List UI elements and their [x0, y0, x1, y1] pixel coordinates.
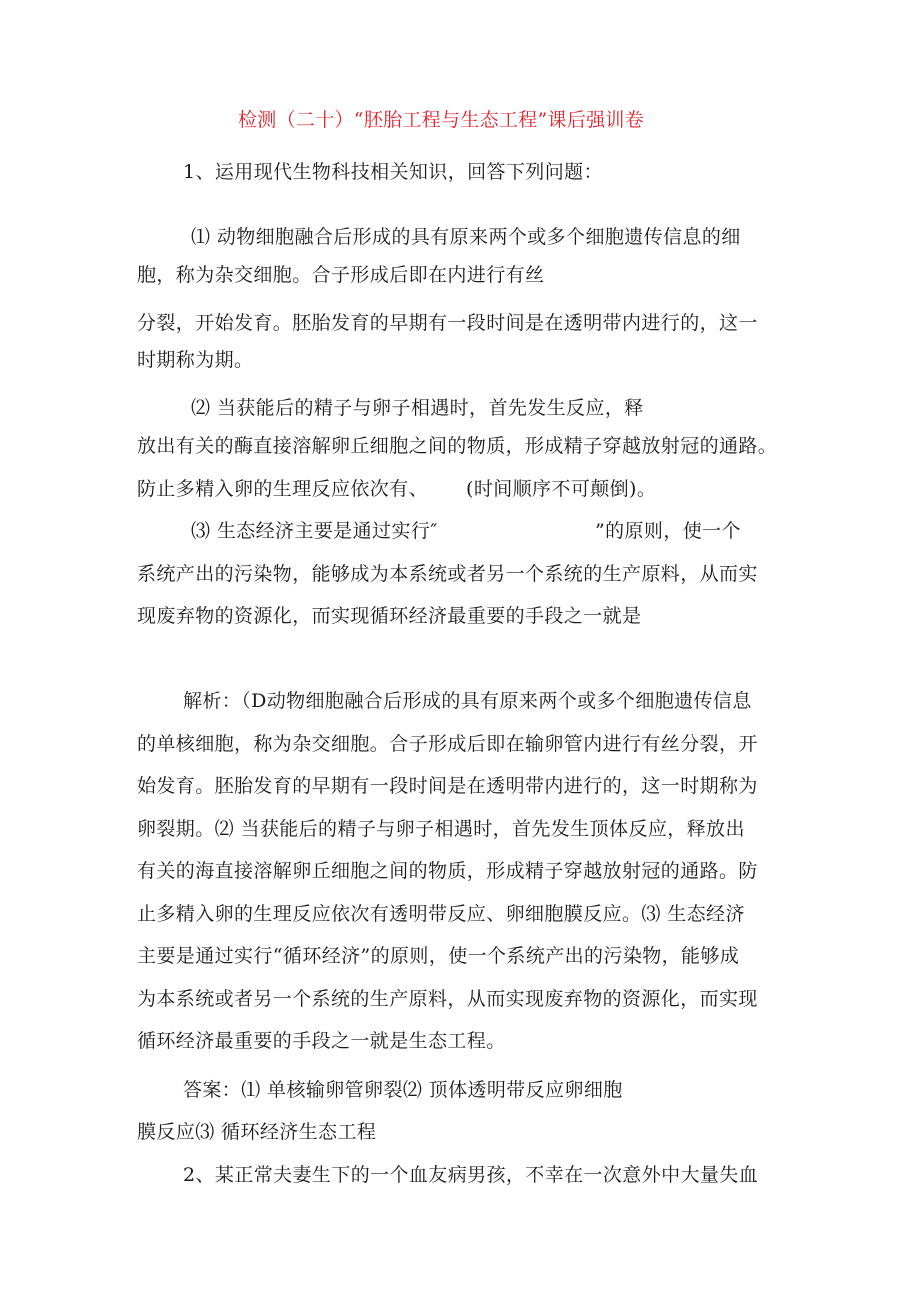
q1-part2-line3a: 防止多精入卵的生理反应依次有、: [137, 478, 429, 500]
analysis-line3: 始发育。胚胎发育的早期有一段时间是在透明带内进行的，这一时期称为: [137, 775, 758, 797]
q1-part3-line2: 系统产出的污染物，能够成为本系统或者另一个系统的生产原料，从而实: [137, 563, 758, 585]
question-2-line1: 2、某正常夫妻生下的一个血友病男孩，不幸在一次意外中大量失血: [183, 1164, 759, 1186]
answer-line2: 膜反应⑶ 循环经济生态工程: [137, 1121, 377, 1143]
q1-part1-line2: 胞，称为杂交细胞。合子形成后即在内进行有丝: [137, 264, 545, 286]
analysis-line1: 解析：（D动物细胞融合后形成的具有原来两个或多个细胞遗传信息: [183, 690, 752, 712]
analysis-line7: 主要是通过实行“循环经济”的原则，使一个系统产出的污染物，能够成: [137, 945, 740, 967]
q1-part3-line1a: ⑶ 生态经济主要是通过实行″: [191, 520, 438, 542]
q1-part1-line1: ⑴ 动物细胞融合后形成的具有原来两个或多个细胞遗传信息的细: [191, 226, 741, 248]
question-1-stem: 1、运用现代生物科技相关知识，回答下列问题：: [183, 161, 603, 183]
q1-part1-line4: 时期称为期。: [137, 349, 254, 371]
q1-part2-line2: 放出有关的酶直接溶解卵丘细胞之间的物质，形成精子穿越放射冠的通路。: [137, 435, 778, 457]
q1-part1-line3: 分裂，开始发育。胚胎发育的早期有一段时间是在透明带内进行的，这一: [137, 312, 758, 334]
q1-part3-line3: 现废弃物的资源化，而实现循环经济最重要的手段之一就是: [137, 605, 642, 627]
analysis-line8: 为本系统或者另一个系统的生产原料，从而实现废弃物的资源化，而实现: [137, 988, 758, 1010]
analysis-line6: 止多精入卵的生理反应依次有透明带反应、卵细胞膜反应。⑶ 生态经济: [137, 903, 745, 925]
answer-line1: 答案：⑴ 单核输卵管卵裂⑵ 顶体透明带反应卵细胞: [183, 1079, 623, 1101]
q1-part2-line1: ⑵ 当获能后的精子与卵子相遇时，首先发生反应，释: [191, 397, 644, 419]
q1-part3-line1b: ”的原则，使一个: [595, 520, 741, 542]
q1-part2-line3b: (时间顺序不可颠倒)。: [466, 478, 657, 500]
analysis-line5: 有关的海直接溶解卵丘细胞之间的物质，形成精子穿越放射冠的通路。防: [137, 860, 758, 882]
analysis-line4: 卵裂期。⑵ 当获能后的精子与卵子相遇时，首先发生顶体反应，释放出: [137, 818, 745, 840]
analysis-line9: 循环经济最重要的手段之一就是生态工程。: [137, 1030, 506, 1052]
document-title: 检测（二十）“胚胎工程与生态工程”课后强训卷: [238, 109, 645, 131]
analysis-line2: 的单核细胞，称为杂交细胞。合子形成后即在输卵管内进行有丝分裂，开: [137, 733, 758, 755]
